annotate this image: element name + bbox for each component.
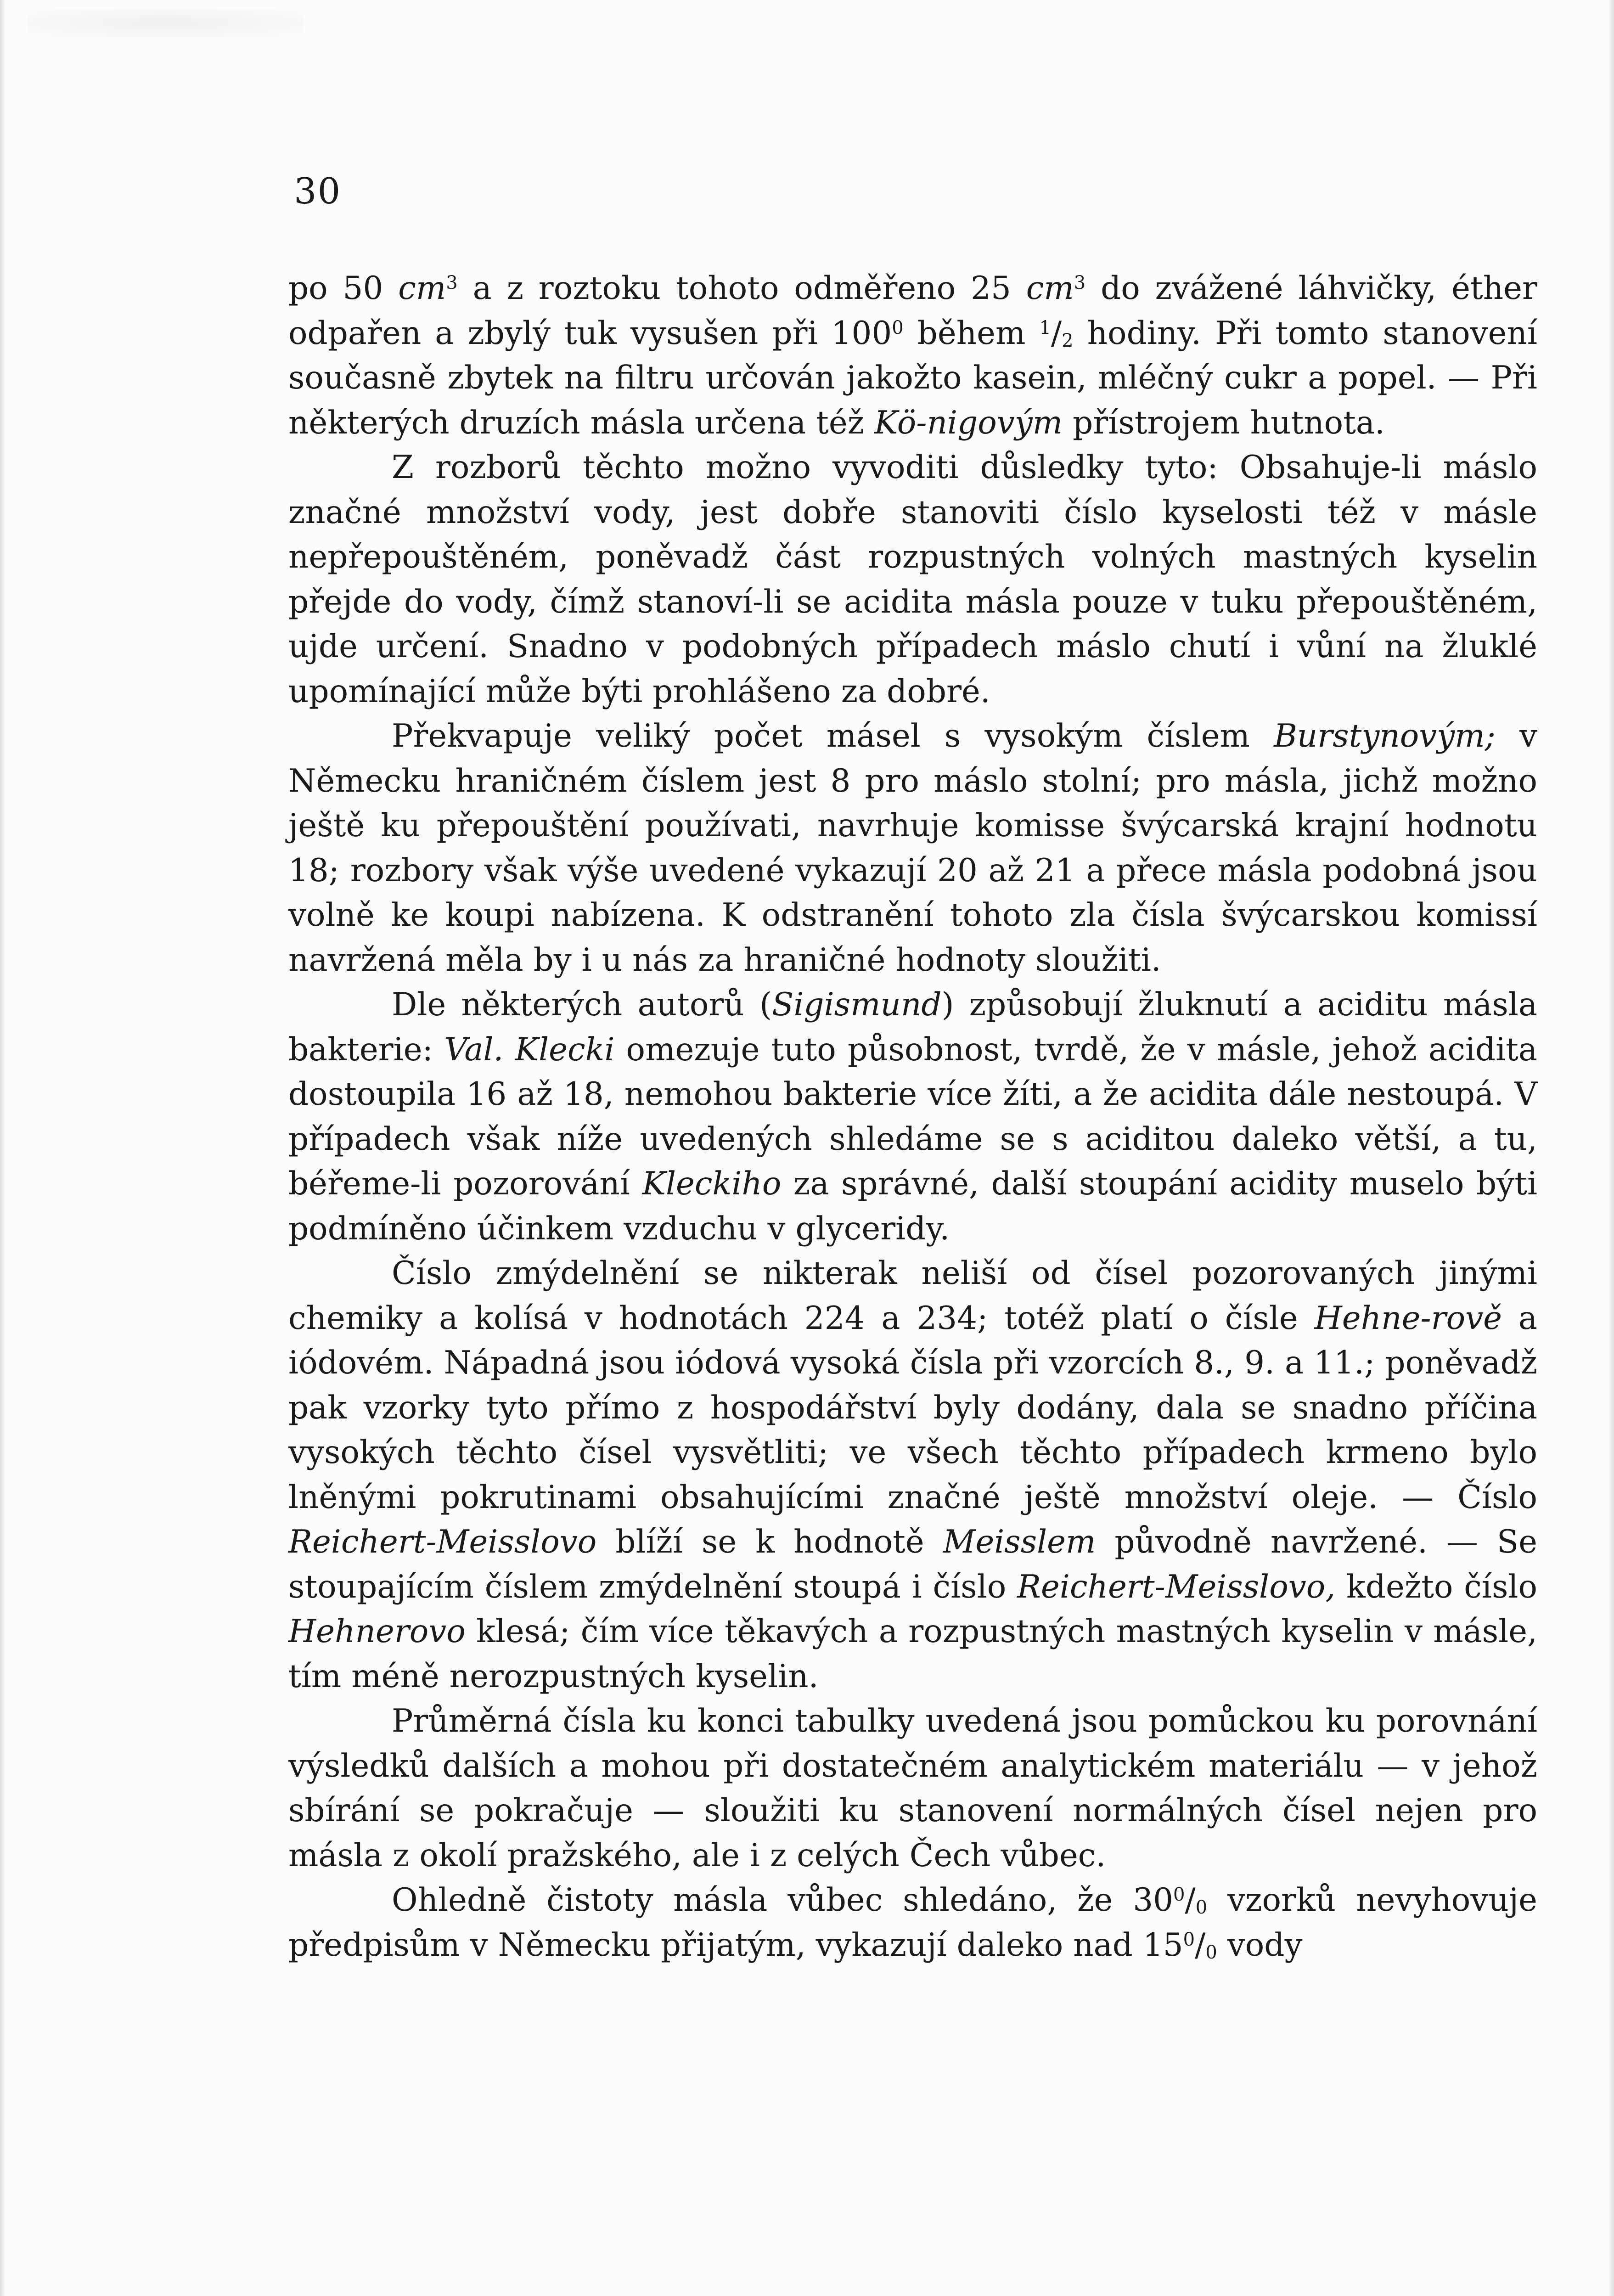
superscript: 3	[1074, 272, 1086, 293]
emphasis-name: Reichert-Meisslovo,	[1017, 1568, 1336, 1605]
emphasis-name: Meisslem	[943, 1524, 1096, 1560]
paragraph: Ohledně čistoty másla vůbec shledáno, že $30^0/_0$ vzorků nevyhovuje předpisům v Německu přijatým, vykazují daleko nad $15^0/_0$ vody	[288, 1882, 1537, 1964]
superscript: 1	[1039, 317, 1051, 338]
paragraph: Průměrná čísla ku konci tabulky uvedená jsou pomůckou ku porovnání výsledků dalších a mohou při dostatečném analytickém materiálu — v jehož sbírání se pokračuje — sloužiti ku stanovení normálných čísel nejen pro másla z okolí pražského, ale i z celých Čech vůbec.	[288, 1703, 1537, 1874]
subscript: 0	[1205, 1941, 1217, 1963]
emphasis-name: Reichert-Meisslovo	[288, 1524, 597, 1560]
emphasis-name: Hehnerovo	[288, 1613, 466, 1650]
emphasis-name: cm	[1026, 270, 1074, 307]
body-text	[288, 266, 1537, 1968]
scan-shadow-left	[0, 0, 6, 2296]
superscript: 0	[1173, 1884, 1185, 1905]
emphasis-name: Kleckiho	[642, 1165, 782, 1202]
emphasis-name: Val. Klecki	[444, 1031, 615, 1068]
superscript: 0	[892, 317, 904, 338]
paragraph: po 50 $cm^3$ a z roztoku tohoto odměřeno 25 $cm^3$ do zvážené láhvičky, éther odpařen a zbylý tuk vysušen při $100^0$ během $^1/_2$ hodiny. Při tomto stanovení současně zbytek na filtru určován jakožto kasein, mléčný cukr a popel. — Při některých druzích másla určena též Kö-nigovým přístrojem hutnota.	[288, 270, 1538, 441]
subscript: 0	[1195, 1897, 1208, 1918]
emphasis-name: Sigismund	[772, 986, 942, 1023]
subscript: 2	[1062, 330, 1074, 351]
scan-shadow-right	[1608, 0, 1614, 2296]
paragraph: Z rozborů těchto možno vyvoditi důsledky tyto: Obsahuje-li máslo značné množství vody, jest dobře stanoviti číslo kyselosti též v másle nepřepouštěném, poněvadž část rozpustných volných mastných kyselin přejde do vody, čímž stanoví-li se acidita másla pouze v tuku přepouštěném, ujde určení. Snadno v podobných případech máslo chutí i vůní na žluklé upomínající může býti prohlášeno za dobré.	[288, 449, 1537, 710]
emphasis-name: Hehne-rově	[1314, 1300, 1502, 1337]
emphasis-name: Kö-nigovým	[874, 404, 1063, 441]
paragraph: Číslo zmýdelnění se nikterak neliší od čísel pozorovaných jinými chemiky a kolísá v hodnotách 224 a 234; totéž platí o čísle Hehne-rově a iódovém. Nápadná jsou iódová vysoká čísla při vzorcích 8., 9. a 11.; poněvadž pak vzorky tyto přímo z hospodářství byly dodány, dala se snadno příčina vysokých těchto čísel vysvětliti; ve všech těchto případech krmeno bylo lněnými pokrutinami obsahujícími značné ještě množství oleje. — Číslo Reichert-Meisslovo blíží se k hodnotě Meisslem původně navržené. — Se stoupajícím číslem zmýdelnění stoupá i číslo Reichert-Meisslovo, kdežto číslo Hehnerovo klesá; čím více těkavých a rozpustných mastných kyselin v másle, tím méně nerozpustných kyselin.	[288, 1255, 1538, 1695]
paragraph: Překvapuje veliký počet másel s vysokým číslem Burstynovým; v Německu hraničném číslem jest 8 pro máslo stolní; pro másla, jichž možno ještě ku přepouštění používati, navrhuje komisse švýcarská krajní hodnotu 18; rozbory však výše uvedené vykazují 20 až 21 a přece másla podobná jsou volně ke koupi nabízena. K odstranění tohoto zla čísla švýcarskou komissí navržená měla by i u nás za hraničné hodnoty sloužiti.	[288, 718, 1537, 979]
emphasis-name: Burstynovým;	[1274, 718, 1496, 754]
page-number: 30	[294, 171, 342, 212]
paragraph: Dle některých autorů (Sigismund) způsobují žluknutí a aciditu másla bakterie: Val. Klecki omezuje tuto působnost, tvrdě, že v másle, jehož acidita dostoupila 16 až 18, nemohou bakterie více žíti, a že acidita dále nestoupá. V případech však níže uvedených shledáme se s aciditou daleko větší, a tu, béřeme-li pozorování Kleckiho za správné, další stoupání acidity muselo býti podmíněno účinkem vzduchu v glyceridy.	[288, 986, 1538, 1247]
scan-smudge	[28, 9, 303, 37]
superscript: 3	[446, 272, 458, 293]
emphasis-name: cm	[398, 270, 446, 307]
superscript: 0	[1183, 1929, 1195, 1950]
